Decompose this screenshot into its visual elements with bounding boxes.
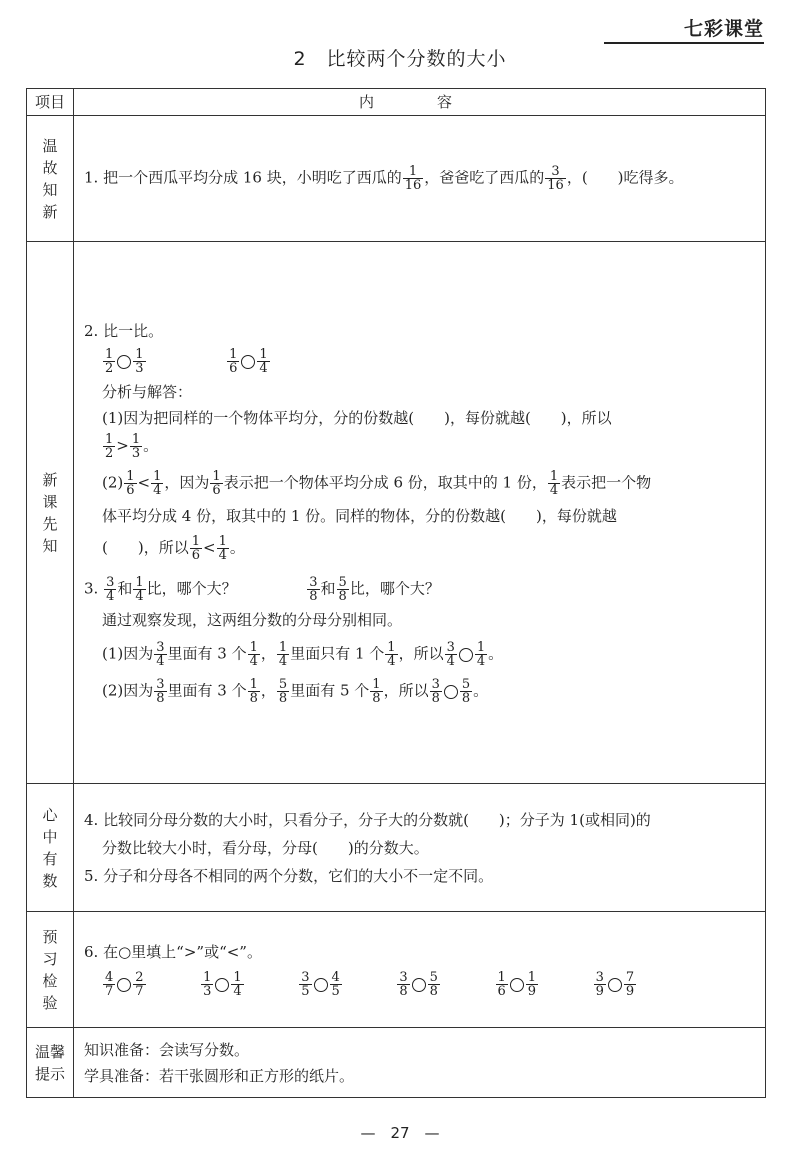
fraction: $\frac{1}{4}$	[278, 640, 288, 669]
answer-circle[interactable]	[241, 355, 255, 369]
preview-row	[27, 912, 766, 1028]
answer-circle[interactable]	[444, 685, 458, 699]
fraction: $\frac{1}{8}$	[249, 677, 258, 706]
fraction: $\frac{5}{8}$	[429, 970, 438, 999]
fraction: $\frac{1}{4}$	[233, 970, 242, 999]
summary-row	[27, 784, 766, 912]
fraction: $\frac{1}{4}$	[135, 575, 144, 604]
q3-step-2: (2)因为 $\frac{3}{8}$ 里面有 3 个 $\frac{1}{8}$ ， $\frac{5}{8}$ 里面有 5 个 $\frac{1}{8}$ ，所以 $\frac{3}{8}$ $\frac{5}{8}$ 。	[102, 677, 489, 706]
fraction: $\frac{1}{4}$	[549, 469, 559, 498]
fraction: $\frac{3}{8}$	[309, 575, 318, 604]
answer-circle[interactable]	[412, 978, 426, 992]
fraction: $\frac{5}{8}$	[338, 575, 347, 604]
question-5: 5. 分子和分母各不相同的两个分数，它们的大小不一定不同。	[84, 866, 494, 885]
fraction: $\frac{1}{4}$	[249, 640, 258, 669]
header-col1: 项目	[27, 89, 74, 116]
fraction: $\frac{3}{4}$	[446, 640, 455, 669]
section-label-review: 温故知新	[27, 116, 74, 242]
analysis-2: (2) $\frac{1}{6}$ < $\frac{1}{4}$ ，因为 $\frac{1}{6}$ 表示把一个物体平均分成 6 份，取其中的 1 份， $\frac{1}{4}$ 表示把一个物	[102, 469, 652, 498]
tips-line-1: 知识准备：会读写分数。	[84, 1040, 250, 1059]
analysis-1b: $\frac{1}{2}$ > $\frac{1}{3}$ 。	[105, 432, 159, 461]
fraction: $\frac{1}{6}$	[212, 469, 221, 498]
fraction: $\frac{1}{9}$	[527, 970, 537, 999]
answer-circle[interactable]	[215, 978, 229, 992]
question-4-line-1: 4. 比较同分母分数的大小时，只看分子，分子大的分数就( )；分子为 1(或相同)的	[84, 810, 651, 829]
fraction: $\frac{3}{8}$	[156, 677, 165, 706]
tips-row	[27, 1028, 766, 1098]
fraction: $\frac{2}{7}$	[135, 970, 144, 999]
fraction: $\frac{1}{6}$	[497, 970, 506, 999]
fraction: $\frac{1}{4}$	[218, 534, 227, 563]
analysis-1: (1)因为把同样的一个物体平均分，分的份数越( )，每份就越( )，所以	[102, 409, 612, 427]
new-lesson-content	[74, 242, 766, 784]
header-row	[27, 89, 766, 116]
answer-circle[interactable]	[314, 978, 328, 992]
fraction: $\frac{7}{9}$	[625, 970, 635, 999]
question-6-head: 6. 在○里填上“>”或“<”。	[84, 943, 262, 961]
tips-content	[74, 1028, 766, 1098]
q3-step-1: (1)因为 $\frac{3}{4}$ 里面有 3 个 $\frac{1}{4}$ ， $\frac{1}{4}$ 里面只有 1 个 $\frac{1}{4}$ ，所以 $\frac{3}{4}$ $\frac{1}{4}$ 。	[102, 640, 504, 669]
answer-circle[interactable]	[117, 978, 131, 992]
fraction: $\frac{1}{4}$	[387, 640, 396, 669]
fraction: $\frac{3}{16}$	[547, 164, 564, 193]
section-label-summary: 心中有数	[27, 784, 74, 912]
fraction: $\frac{1}{6}$	[191, 534, 200, 563]
brand-logo: 七彩课堂	[683, 18, 764, 40]
answer-circle[interactable]	[510, 978, 524, 992]
header-col2: 内 容	[74, 89, 766, 116]
question-3: 3. $\frac{3}{4}$ 和 $\frac{1}{4}$ 比，哪个大？ $\frac{3}{8}$ 和 $\frac{5}{8}$ 比，哪个大？	[84, 575, 440, 604]
review-row	[27, 116, 766, 242]
fraction: $\frac{3}{8}$	[399, 970, 408, 999]
review-content	[74, 116, 766, 242]
fraction: $\frac{1}{6}$	[229, 347, 238, 376]
fraction: $\frac{1}{4}$	[259, 347, 268, 376]
q3-observation: 通过观察发现，这两组分数的分母分别相同。	[102, 611, 403, 629]
worksheet-table	[26, 88, 766, 1098]
new-lesson-row	[27, 242, 766, 784]
analysis-3: 体平均分成 4 份，取其中的 1 份。同样的物体，分的份数越( )，每份就越	[102, 507, 617, 525]
fraction: $\frac{3}{9}$	[595, 970, 604, 999]
page-title: 2 比较两个分数的大小	[293, 48, 507, 70]
summary-content	[74, 784, 766, 912]
fraction: $\frac{1}{2}$	[105, 347, 114, 376]
tips-line-2: 学具准备：若干张圆形和正方形的纸片。	[84, 1066, 355, 1085]
q2-pairs	[84, 348, 751, 375]
fraction: $\frac{4}{5}$	[331, 970, 340, 999]
fraction: $\frac{1}{2}$	[105, 432, 114, 461]
page-number: — 27 —	[360, 1124, 440, 1142]
fraction: $\frac{3}{4}$	[156, 640, 165, 669]
question-6-pairs	[84, 971, 751, 998]
fraction: $\frac{5}{8}$	[278, 677, 288, 706]
answer-circle[interactable]	[608, 978, 622, 992]
fraction: $\frac{1}{3}$	[203, 970, 212, 999]
fraction: $\frac{1}{4}$	[476, 640, 486, 669]
fraction: $\frac{5}{8}$	[461, 677, 471, 706]
preview-content	[74, 912, 766, 1028]
analysis-label: 分析与解答：	[102, 383, 193, 401]
fraction: $\frac{1}{3}$	[131, 432, 141, 461]
q2-head: 2. 比一比。	[84, 322, 164, 340]
section-label-preview: 预习检验	[27, 912, 74, 1028]
fraction: $\frac{1}{6}$	[126, 469, 135, 498]
analysis-4: ( )，所以 $\frac{1}{6}$ < $\frac{1}{4}$ 。	[102, 534, 245, 563]
fraction: $\frac{1}{8}$	[372, 677, 381, 706]
answer-circle[interactable]	[117, 355, 131, 369]
answer-circle[interactable]	[459, 648, 473, 662]
fraction: $\frac{1}{4}$	[153, 469, 162, 498]
fraction: $\frac{1}{3}$	[135, 347, 144, 376]
question-1: 1. 把一个西瓜平均分成 16 块，小明吃了西瓜的 $\frac{1}{16}$ ，爸爸吃了西瓜的 $\frac{3}{16}$ ，( )吃得多。	[84, 164, 684, 193]
fraction: $\frac{3}{4}$	[106, 575, 115, 604]
section-label-new-lesson: 新课先知	[27, 242, 74, 784]
fraction: $\frac{3}{5}$	[301, 970, 310, 999]
fraction: $\frac{3}{8}$	[431, 677, 440, 706]
question-4-line-2: 分数比较大小时，看分母，分母( )的分数大。	[102, 838, 429, 857]
section-label-tips: 温馨提示	[27, 1028, 74, 1098]
fraction: $\frac{4}{7}$	[105, 970, 114, 999]
fraction: $\frac{1}{16}$	[404, 164, 422, 193]
